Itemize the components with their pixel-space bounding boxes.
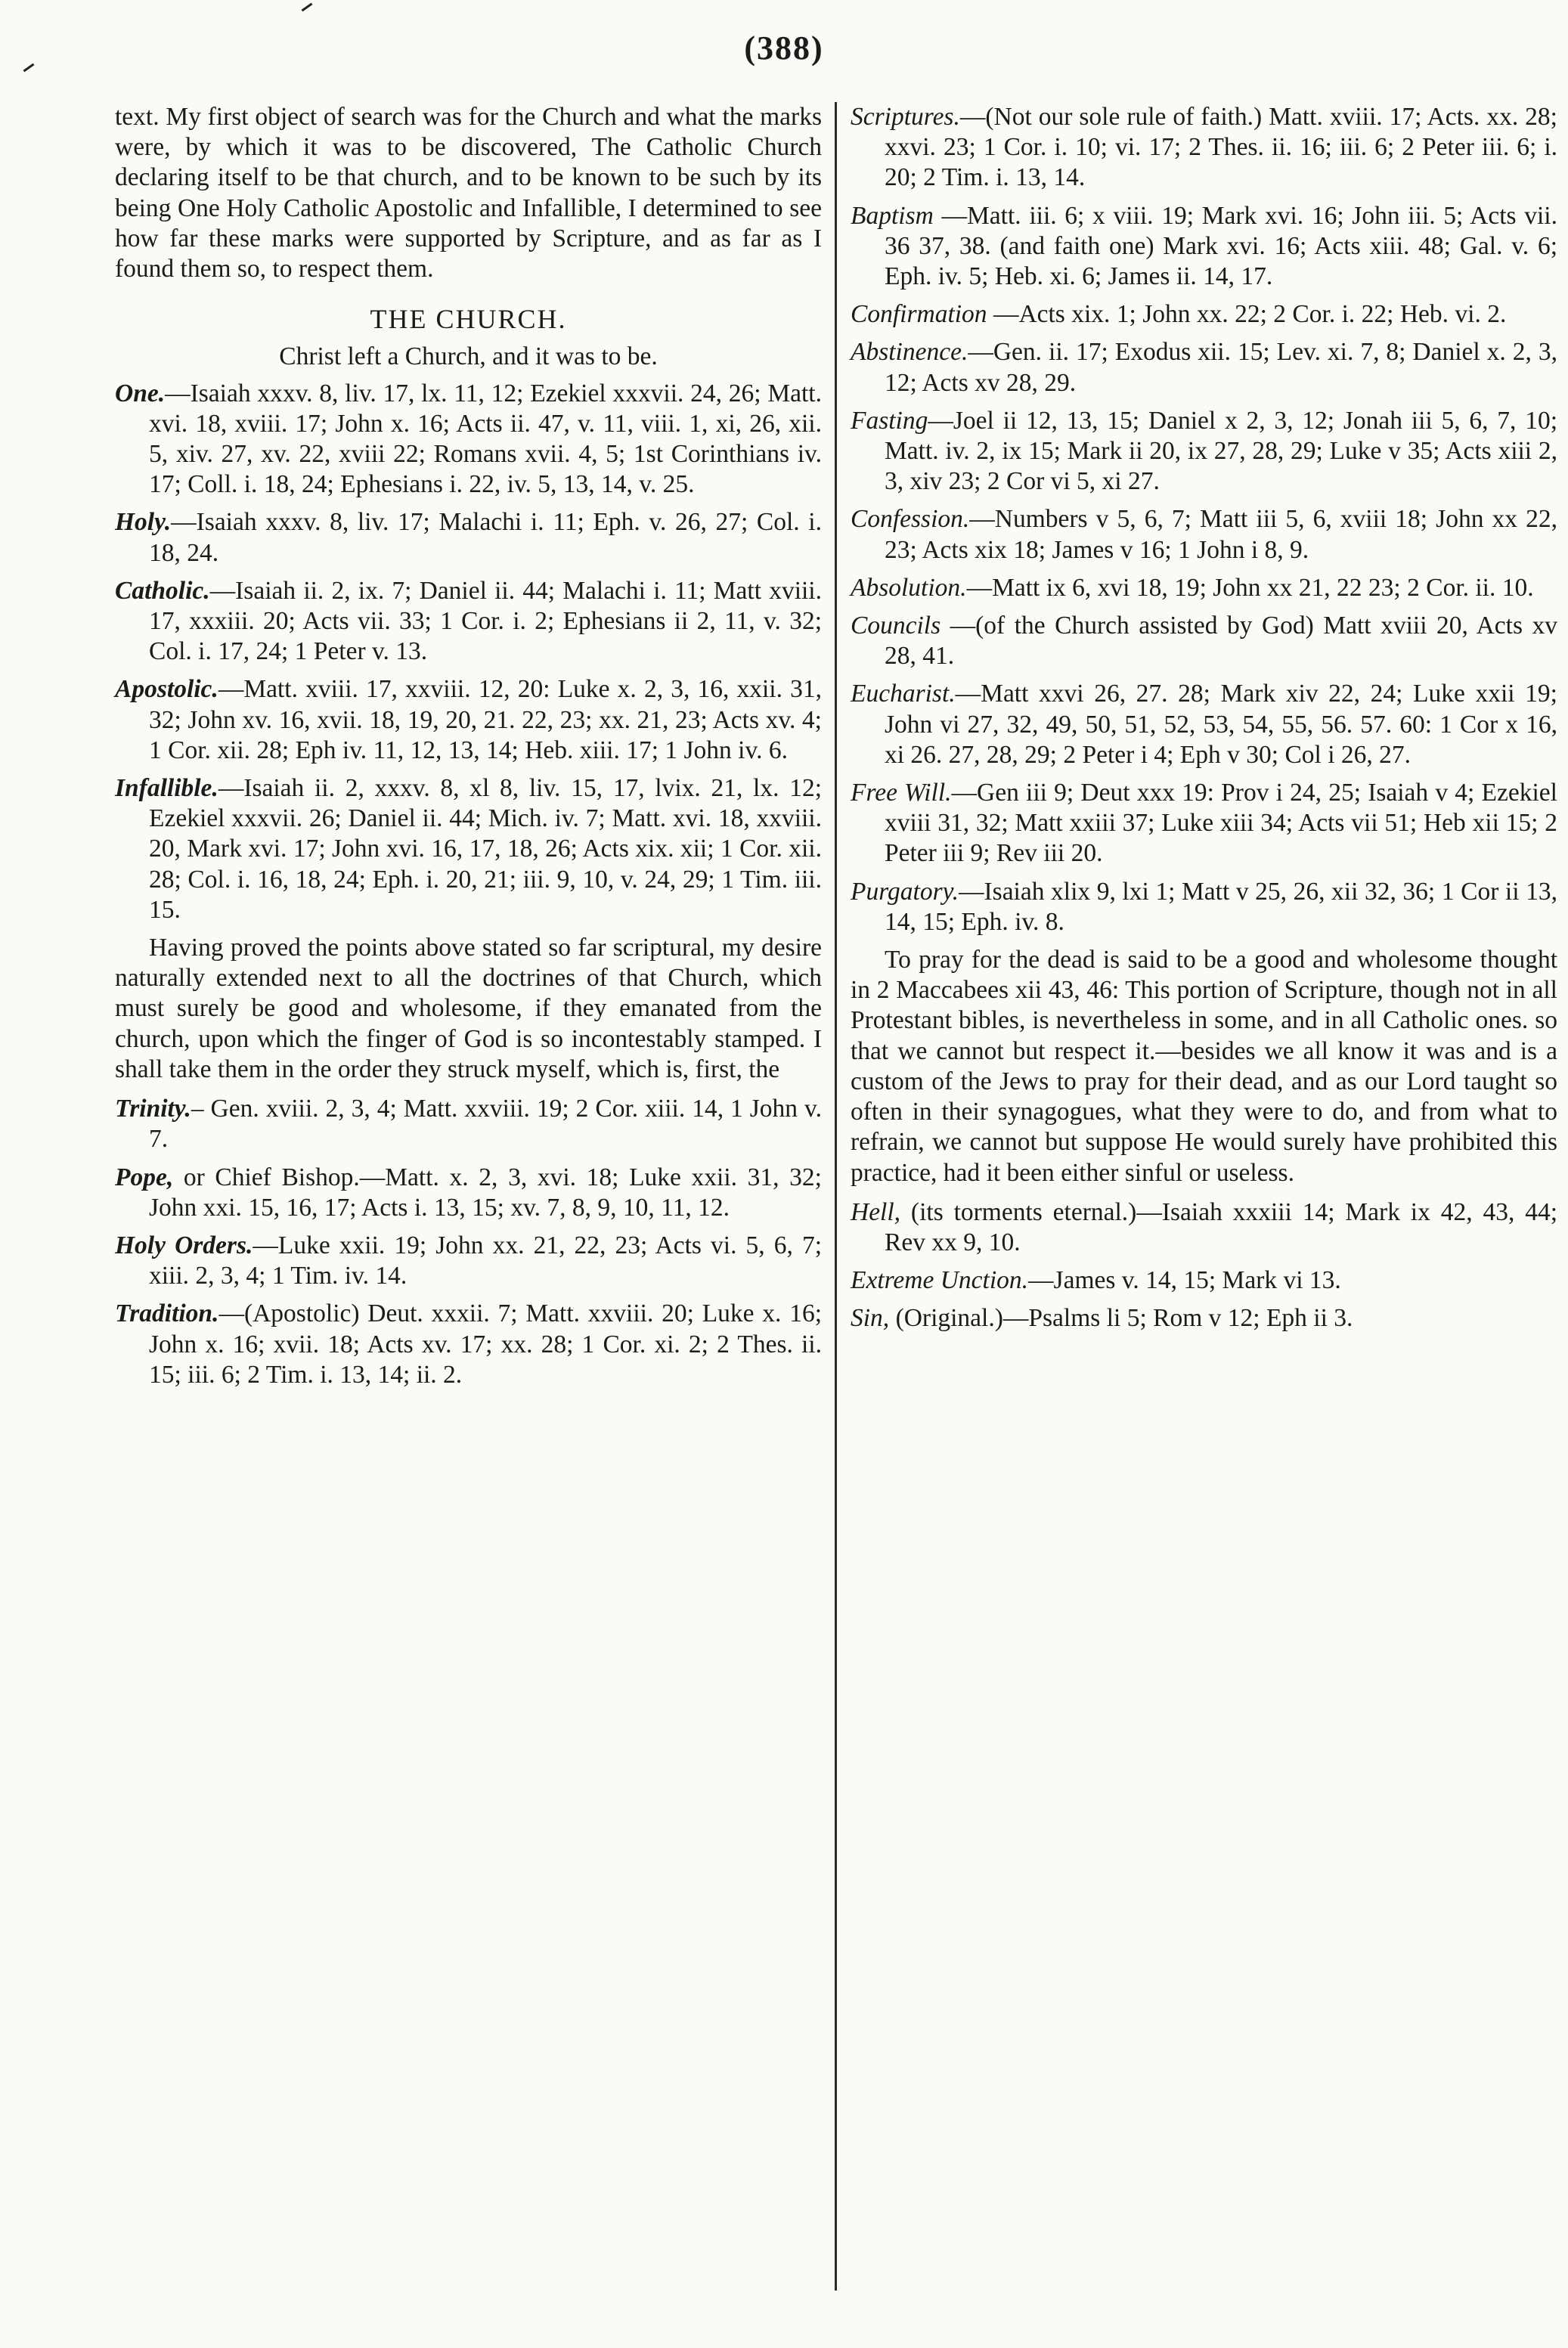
- entry-term: Holy Orders.: [115, 1231, 253, 1259]
- entry-references: —Joel ii 12, 13, 15; Daniel x 2, 3, 12; Jonah iii 5, 6, 7, 10; Matt. iv. 2, ix 15; Mark ii 20, ix 27, 28, 29; Luke v 35; Acts xiii 2, 3, xiv 23; 2 Cor vi 5, xi 27.: [885, 406, 1557, 496]
- entry-references: or Chief Bishop.—Matt. x. 2, 3, xvi. 18; Luke xxii. 31, 32; John xxi. 15, 16, 17; Acts i. 13, 15; xv. 7, 8, 9, 10, 11, 12.: [149, 1163, 822, 1222]
- entry-term: Free Will.: [851, 779, 952, 807]
- section-subheading: Christ left a Church, and it was to be.: [279, 342, 658, 371]
- entry-term: Councils: [851, 612, 941, 640]
- scripture-entry: [115, 773, 822, 925]
- column-divider: [835, 102, 837, 2291]
- left-column: [115, 102, 822, 1398]
- scripture-entry: [851, 611, 1557, 671]
- scripture-entry: [851, 877, 1557, 937]
- entry-term: Apostolic.: [115, 675, 218, 704]
- scripture-entry: [115, 507, 822, 568]
- entry-term: One.: [115, 379, 166, 407]
- scripture-entry: [115, 1163, 822, 1223]
- scripture-entry: [851, 1265, 1557, 1296]
- scripture-entry: [115, 1231, 822, 1291]
- entry-term: Scriptures.: [851, 103, 960, 131]
- scripture-entry: [851, 573, 1557, 603]
- entry-term: Infallible.: [115, 774, 218, 803]
- entry-references: —James v. 14, 15; Mark vi 13.: [1028, 1266, 1341, 1295]
- entry-term: Extreme Unction.: [851, 1266, 1029, 1295]
- section-heading: THE CHURCH.: [370, 304, 567, 335]
- entry-references: —Matt. xviii. 17, xxviii. 12, 20: Luke x. 2, 3, 16, xxii. 31, 32; John xv. 16, xvii. 18, 19, 20, 21. 22, 23; xx. 21, 23; Acts xv. 4; 1 Cor. xii. 28; Eph iv. 11, 12, 13, 14; Heb. xiii. 17; 1 John iv. 6.: [149, 675, 822, 764]
- entry-references: —Isaiah ii. 2, ix. 7; Daniel ii. 44; Malachi i. 11; Matt xviii. 17, xxxiii. 20; Acts vii. 33; 1 Cor. i. 2; Ephesians ii 2, 11, v. 32; Col. i. 17, 24; 1 Peter v. 13.: [149, 576, 822, 666]
- ink-mark: [302, 3, 313, 12]
- entry-term: Absolution.: [851, 573, 967, 602]
- intro-paragraph: text. My first object of search was for the Church and what the marks were, by which it was to be discovered, The Catholic Church declaring itself to be that church, and to be known to be such by its being One Holy Catholic Apostolic and Infallible, I determined to see how far these marks were supported by Scripture, and as far as I found them so, to respect them.: [115, 103, 822, 283]
- scripture-entry: [851, 778, 1557, 869]
- entry-term: Fasting: [851, 406, 928, 435]
- scripture-entry: [851, 406, 1557, 497]
- entry-references: (Original.)—Psalms li 5; Rom v 12; Eph ii 3.: [889, 1304, 1353, 1333]
- scripture-entry: [851, 337, 1557, 398]
- entry-references: —Isaiah ii. 2, xxxv. 8, xl 8, liv. 15, 17, lvix. 21, lx. 12; Ezekiel xxxvii. 26; Daniel ii. 44; Mich. iv. 7; Matt. xvi. 18, xxviii. 20, Mark xvi. 17; John xvi. 16, 17, 18, 26; Acts xix. xii; 1 Cor. xii. 28; Col. i. 16, 18, 24; Eph. i. 20, 21; iii. 9, 10, v. 24, 29; 1 Tim. iii. 15.: [149, 774, 822, 924]
- entry-term: Catholic.: [115, 576, 210, 605]
- entry-references: —Numbers v 5, 6, 7; Matt iii 5, 6, xviii 18; John xx 22, 23; Acts xix 18; James v 16; 1 John i 8, 9.: [885, 505, 1557, 564]
- left-entries-a: [115, 379, 822, 925]
- scripture-entry: [851, 201, 1557, 293]
- entry-references: —Isaiah xlix 9, lxi 1; Matt v 25, 26, xii 32, 36; 1 Cor ii 13, 14, 15; Eph. iv. 8.: [885, 877, 1557, 936]
- entry-term: Confirmation: [851, 300, 987, 329]
- entry-term: Hell,: [851, 1197, 901, 1226]
- scripture-entry: [851, 102, 1557, 194]
- scripture-entry: [851, 1303, 1557, 1334]
- entry-references: – Gen. xviii. 2, 3, 4; Matt. xxviii. 19; 2 Cor. xiii. 14, 1 John v. 7.: [149, 1095, 822, 1154]
- entry-term: Pope,: [115, 1163, 174, 1191]
- right-entries-a: [851, 102, 1557, 937]
- scripture-entry: [851, 504, 1557, 565]
- entry-term: Eucharist.: [851, 680, 956, 708]
- entry-references: —Luke xxii. 19; John xx. 21, 22, 23; Acts vi. 5, 6, 7; xiii. 2, 3, 4; 1 Tim. iv. 14.: [149, 1231, 823, 1290]
- scripture-entry: [115, 1299, 822, 1390]
- entry-references: (its torments eternal.)—Isaiah xxxiii 14; Mark ix 42, 43, 44; Rev xx 9, 10.: [885, 1197, 1557, 1256]
- scripture-entry: [115, 674, 822, 766]
- entry-references: —Isaiah xxxv. 8, liv. 17, lx. 11, 12; Ezekiel xxxvii. 24, 26; Matt. xvi. 18, xviii. 17; John x. 16; Acts ii. 47, v. 11, viii. 1, xi, 26, xii. 5, xiv. 27, xv. 22, xviii 22; Romans xvii. 4, 5; 1st Corinthians iv. 17; Coll. i. 18, 24; Ephesians i. 22, iv. 5, 13, 14, v. 25.: [149, 379, 822, 499]
- entry-references: —(Not our sole rule of faith.) Matt. xviii. 17; Acts. xx. 28; xxvi. 23; 1 Cor. i. 10; vi. 17; 2 Thes. ii. 16; iii. 6; 2 Peter iii. 6; i. 20; 2 Tim. i. 13, 14.: [885, 103, 1557, 192]
- entry-references: —Acts xix. 1; John xx. 22; 2 Cor. i. 22; Heb. vi. 2.: [987, 300, 1507, 329]
- entry-term: Purgatory.: [851, 877, 959, 906]
- entry-references: —Matt. iii. 6; x viii. 19; Mark xvi. 16; John iii. 5; Acts vii. 36 37, 38. (and faith one) Mark xvi. 16; Acts xiii. 48; Gal. v. 6; Eph. iv. 5; Heb. xi. 6; James ii. 14, 17.: [885, 201, 1557, 291]
- entry-term: Baptism: [851, 201, 934, 230]
- prayer-for-dead-paragraph: To pray for the dead is said to be a good and wholesome thought in 2 Maccabees xii 43, 46: This portion of Scripture, though not in all Protestant bibles, is nevertheless in some, and in all Catholic ones. so that we cannot but respect it.—besides we all know it was and is a custom of the Jews to pray for their dead, and as our Lord taught so often in their synagogues, what they were to do, and from what to refrain, we cannot but suppose He would surely have prohibited this practice, had it been either sinful or useless.: [851, 946, 1557, 1187]
- scripture-entry: [115, 576, 822, 668]
- entry-term: Trinity.: [115, 1095, 191, 1123]
- entry-term: Abstinence.: [851, 338, 968, 367]
- entry-references: —Gen. ii. 17; Exodus xii. 15; Lev. xi. 7, 8; Daniel x. 2, 3, 12; Acts xv 28, 29.: [885, 338, 1557, 397]
- scripture-entry: [851, 1197, 1557, 1258]
- page-number: (388): [744, 29, 824, 67]
- entry-term: Confession.: [851, 505, 970, 534]
- right-column: [851, 102, 1557, 1342]
- entry-references: —Matt xxvi 26, 27. 28; Mark xiv 22, 24; Luke xxii 19; John vi 27, 32, 49, 50, 51, 52, 53, 54, 55, 56. 57. 60: 1 Cor x 16, xi 26. 27, 28, 29; 2 Peter i 4; Eph v 30; Col i 26, 27.: [885, 680, 1557, 769]
- left-entries-b: [115, 1094, 822, 1390]
- scripture-entry: [851, 299, 1557, 330]
- doctrines-paragraph: Having proved the points above stated so far scriptural, my desire naturally extended next to all the doctrines of that Church, which must surely be good and wholesome, if they emanated from the church, upon which the finger of God is so incontestably stamped. I shall take them in the order they struck myself, which is, first, the: [115, 934, 822, 1083]
- entry-references: —(of the Church assisted by God) Matt xviii 20, Acts xv 28, 41.: [885, 612, 1557, 671]
- entry-term: Sin,: [851, 1304, 890, 1333]
- entry-term: Tradition.: [115, 1299, 219, 1328]
- entry-references: —Gen iii 9; Deut xxx 19: Prov i 24, 25; Isaiah v 4; Ezekiel xviii 31, 32; Matt xxiii 37; Luke xiii 34; Acts vii 51; Heb xii 15; 2 Peter iii 9; Rev iii 20.: [885, 779, 1557, 868]
- scripture-entry: [851, 679, 1557, 770]
- entry-references: —Isaiah xxxv. 8, liv. 17; Malachi i. 11; Eph. v. 26, 27; Col. i. 18, 24.: [149, 508, 822, 567]
- entry-references: —(Apostolic) Deut. xxxii. 7; Matt. xxviii. 20; Luke x. 16; John x. 16; xvii. 18; Acts xv. 17; xx. 28; 1 Cor. xi. 2; 2 Thes. ii. 15; iii. 6; 2 Tim. i. 13, 14; ii. 2.: [149, 1299, 822, 1389]
- entry-term: Holy.: [115, 508, 172, 537]
- scripture-entry: [115, 1094, 822, 1154]
- right-entries-b: [851, 1197, 1557, 1334]
- entry-references: —Matt ix 6, xvi 18, 19; John xx 21, 22 23; 2 Cor. ii. 10.: [966, 573, 1534, 602]
- scripture-entry: [115, 379, 822, 500]
